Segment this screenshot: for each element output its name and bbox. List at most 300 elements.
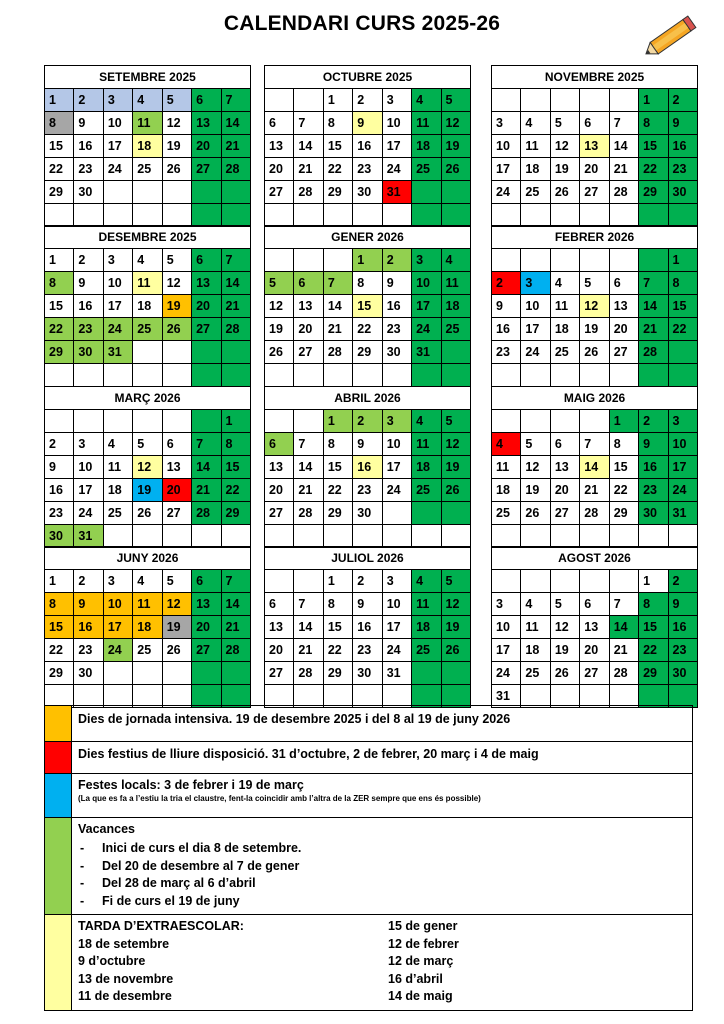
day-cell: [492, 525, 521, 548]
day-cell: 6: [265, 593, 294, 616]
day-cell: [550, 525, 579, 548]
day-cell: [412, 181, 441, 204]
list-item: - Del 20 de desembre al 7 de gener: [78, 858, 686, 876]
day-cell: 3: [382, 570, 411, 593]
day-cell: 22: [639, 639, 668, 662]
day-cell: 19: [441, 456, 470, 479]
day-cell: 12: [162, 272, 191, 295]
month-title: SETEMBRE 2025: [45, 66, 251, 89]
day-cell: [550, 204, 579, 227]
day-cell: 7: [580, 433, 609, 456]
day-cell: 4: [441, 249, 470, 272]
day-cell: 8: [639, 112, 668, 135]
week-row: [265, 249, 471, 272]
day-cell: 31: [382, 181, 411, 204]
day-cell: [265, 410, 294, 433]
legend-vacances: [72, 818, 693, 915]
day-cell: 20: [162, 479, 191, 502]
day-cell: 23: [353, 479, 382, 502]
day-cell: 18: [441, 295, 470, 318]
day-cell: 26: [162, 318, 191, 341]
day-cell: 29: [323, 662, 352, 685]
day-cell: 27: [580, 662, 609, 685]
day-cell: [580, 249, 609, 272]
day-cell: 26: [162, 158, 191, 181]
day-cell: [74, 410, 103, 433]
week-row: [45, 364, 251, 387]
day-cell: 22: [668, 318, 697, 341]
day-cell: 16: [668, 135, 697, 158]
day-cell: 16: [639, 456, 668, 479]
list-item: 14 de maig: [388, 989, 453, 1004]
week-row: [45, 341, 251, 364]
day-cell: 31: [412, 341, 441, 364]
day-cell: 19: [162, 135, 191, 158]
day-cell: 3: [521, 272, 550, 295]
list-item: 18 de setembre: [78, 936, 170, 951]
day-cell: 6: [294, 272, 323, 295]
day-cell: 1: [221, 410, 250, 433]
day-cell: 10: [492, 135, 521, 158]
day-cell: 19: [550, 158, 579, 181]
day-cell: 14: [221, 593, 250, 616]
day-cell: 29: [45, 181, 74, 204]
legend-tarda: [72, 915, 693, 1011]
day-cell: 12: [162, 112, 191, 135]
day-cell: 15: [323, 456, 352, 479]
day-cell: 21: [221, 295, 250, 318]
day-cell: 30: [668, 662, 697, 685]
month-title: JUNY 2026: [45, 547, 251, 570]
day-cell: 21: [294, 479, 323, 502]
day-cell: 18: [412, 616, 441, 639]
day-cell: [550, 249, 579, 272]
day-cell: 4: [103, 433, 132, 456]
day-cell: 19: [162, 616, 191, 639]
day-cell: 7: [609, 112, 638, 135]
week-row: [492, 341, 698, 364]
day-cell: 27: [265, 662, 294, 685]
day-cell: [192, 525, 221, 548]
day-cell: 1: [639, 89, 668, 112]
day-cell: 4: [133, 89, 162, 112]
week-row: [45, 410, 251, 433]
day-cell: [103, 181, 132, 204]
day-cell: [382, 204, 411, 227]
day-cell: 6: [192, 89, 221, 112]
day-cell: [639, 364, 668, 387]
week-row: [265, 204, 471, 227]
day-cell: 20: [294, 318, 323, 341]
month-calendar: [491, 386, 698, 548]
legend-text-lliure: Dies festius de lliure disposició. 31 d’octubre, 2 de febrer, 20 març i 4 de maig: [72, 742, 693, 774]
day-cell: [162, 525, 191, 548]
day-cell: 23: [45, 502, 74, 525]
week-row: [265, 272, 471, 295]
day-cell: [221, 525, 250, 548]
day-cell: [45, 204, 74, 227]
day-cell: 25: [133, 158, 162, 181]
day-cell: 5: [162, 249, 191, 272]
day-cell: [103, 204, 132, 227]
day-cell: 14: [294, 456, 323, 479]
week-row: [492, 593, 698, 616]
day-cell: [221, 181, 250, 204]
day-cell: [580, 204, 609, 227]
legend-swatch-vacances: [45, 818, 72, 915]
day-cell: 14: [609, 135, 638, 158]
day-cell: 10: [382, 433, 411, 456]
day-cell: 30: [639, 502, 668, 525]
day-cell: 23: [74, 639, 103, 662]
month-title: OCTUBRE 2025: [265, 66, 471, 89]
day-cell: [103, 364, 132, 387]
day-cell: 26: [550, 181, 579, 204]
day-cell: 14: [323, 295, 352, 318]
day-cell: 22: [609, 479, 638, 502]
month-title: GENER 2026: [265, 226, 471, 249]
week-row: [45, 89, 251, 112]
week-row: [492, 525, 698, 548]
day-cell: 25: [412, 639, 441, 662]
day-cell: 5: [441, 410, 470, 433]
day-cell: 22: [45, 318, 74, 341]
day-cell: 20: [265, 639, 294, 662]
day-cell: 14: [221, 272, 250, 295]
day-cell: [265, 570, 294, 593]
month-calendar: [44, 225, 251, 387]
day-cell: [294, 364, 323, 387]
day-cell: 13: [580, 135, 609, 158]
day-cell: 9: [353, 593, 382, 616]
day-cell: 4: [492, 433, 521, 456]
day-cell: 27: [162, 502, 191, 525]
day-cell: 27: [265, 502, 294, 525]
day-cell: [192, 410, 221, 433]
day-cell: 27: [550, 502, 579, 525]
day-cell: 9: [74, 112, 103, 135]
day-cell: 11: [521, 616, 550, 639]
day-cell: 12: [550, 616, 579, 639]
day-cell: 17: [668, 456, 697, 479]
day-cell: 8: [45, 593, 74, 616]
day-cell: [609, 364, 638, 387]
week-row: [45, 158, 251, 181]
day-cell: 25: [412, 479, 441, 502]
week-row: [45, 181, 251, 204]
day-cell: 9: [74, 593, 103, 616]
day-cell: 7: [294, 112, 323, 135]
day-cell: 7: [609, 593, 638, 616]
day-cell: 22: [323, 158, 352, 181]
day-cell: [192, 662, 221, 685]
day-cell: 25: [133, 639, 162, 662]
day-cell: [441, 662, 470, 685]
day-cell: 6: [192, 570, 221, 593]
day-cell: 17: [412, 295, 441, 318]
day-cell: [162, 410, 191, 433]
day-cell: 21: [221, 616, 250, 639]
day-cell: [294, 525, 323, 548]
day-cell: 5: [441, 89, 470, 112]
week-row: [492, 89, 698, 112]
tarda-right-column: [388, 918, 459, 1006]
day-cell: 22: [323, 639, 352, 662]
day-cell: [192, 364, 221, 387]
day-cell: [580, 570, 609, 593]
legend-text-intensiva: Dies de jornada intensiva. 19 de desembre 2025 i del 8 al 19 de juny 2026: [72, 706, 693, 742]
day-cell: 12: [162, 593, 191, 616]
day-cell: 10: [103, 272, 132, 295]
day-cell: 7: [221, 570, 250, 593]
day-cell: 22: [45, 639, 74, 662]
day-cell: [521, 570, 550, 593]
day-cell: [162, 204, 191, 227]
day-cell: 16: [492, 318, 521, 341]
day-cell: 14: [294, 135, 323, 158]
day-cell: 15: [353, 295, 382, 318]
list-item: - Fi de curs el 19 de juny: [78, 893, 686, 911]
day-cell: 11: [133, 112, 162, 135]
day-cell: [294, 204, 323, 227]
day-cell: 12: [550, 135, 579, 158]
day-cell: 4: [550, 272, 579, 295]
week-row: [492, 318, 698, 341]
day-cell: 17: [74, 479, 103, 502]
day-cell: 11: [133, 272, 162, 295]
day-cell: 20: [580, 639, 609, 662]
day-cell: 18: [412, 456, 441, 479]
day-cell: 11: [550, 295, 579, 318]
week-row: [265, 158, 471, 181]
day-cell: 27: [580, 181, 609, 204]
day-cell: 3: [382, 410, 411, 433]
day-cell: 1: [323, 410, 352, 433]
day-cell: 22: [639, 158, 668, 181]
day-cell: 28: [294, 181, 323, 204]
day-cell: [580, 410, 609, 433]
day-cell: 14: [192, 456, 221, 479]
list-item: 15 de gener: [388, 919, 458, 933]
day-cell: 6: [192, 249, 221, 272]
vacances-list: [78, 840, 686, 910]
day-cell: 16: [353, 135, 382, 158]
day-cell: 10: [521, 295, 550, 318]
day-cell: 27: [192, 639, 221, 662]
week-row: [265, 639, 471, 662]
day-cell: 12: [580, 295, 609, 318]
day-cell: 31: [103, 341, 132, 364]
week-row: [45, 525, 251, 548]
day-cell: [45, 410, 74, 433]
day-cell: [521, 89, 550, 112]
day-cell: 1: [45, 89, 74, 112]
day-cell: 20: [192, 616, 221, 639]
week-row: [45, 135, 251, 158]
day-cell: 19: [441, 135, 470, 158]
week-row: [265, 570, 471, 593]
list-item: 13 de novembre: [78, 971, 174, 986]
week-row: [265, 295, 471, 318]
day-cell: 2: [668, 89, 697, 112]
week-row: [492, 181, 698, 204]
day-cell: 17: [382, 616, 411, 639]
day-cell: 28: [192, 502, 221, 525]
day-cell: [441, 204, 470, 227]
day-cell: 19: [521, 479, 550, 502]
day-cell: [103, 410, 132, 433]
day-cell: 23: [382, 318, 411, 341]
day-cell: 24: [521, 341, 550, 364]
day-cell: 3: [103, 249, 132, 272]
day-cell: 2: [45, 433, 74, 456]
day-cell: 28: [323, 341, 352, 364]
day-cell: 18: [550, 318, 579, 341]
week-row: [492, 570, 698, 593]
day-cell: 24: [382, 479, 411, 502]
month-calendar: [264, 65, 471, 227]
day-cell: 14: [609, 616, 638, 639]
day-cell: 26: [133, 502, 162, 525]
day-cell: [265, 89, 294, 112]
day-cell: 10: [492, 616, 521, 639]
legend-vacances-title: Vacances: [78, 822, 135, 836]
week-row: [265, 112, 471, 135]
day-cell: 15: [639, 616, 668, 639]
day-cell: 4: [412, 410, 441, 433]
day-cell: 2: [353, 89, 382, 112]
day-cell: [133, 204, 162, 227]
legend-festes-note: (La que es fa a l’estiu la tria el claustre, fent-la coincidir amb l’altra de la ZER sempre que ens és possible): [78, 794, 481, 803]
day-cell: 21: [323, 318, 352, 341]
day-cell: 29: [323, 181, 352, 204]
day-cell: 5: [550, 593, 579, 616]
day-cell: 2: [74, 89, 103, 112]
day-cell: 8: [323, 433, 352, 456]
day-cell: 10: [382, 593, 411, 616]
day-cell: 17: [382, 135, 411, 158]
day-cell: 26: [162, 639, 191, 662]
week-row: [492, 502, 698, 525]
day-cell: [609, 570, 638, 593]
day-cell: 2: [639, 410, 668, 433]
day-cell: 6: [580, 112, 609, 135]
day-cell: 15: [323, 135, 352, 158]
week-row: [45, 433, 251, 456]
legend-swatch-intensiva: [45, 706, 72, 742]
day-cell: 20: [609, 318, 638, 341]
day-cell: 7: [323, 272, 352, 295]
day-cell: 2: [492, 272, 521, 295]
day-cell: [133, 410, 162, 433]
day-cell: 9: [492, 295, 521, 318]
day-cell: 12: [441, 433, 470, 456]
day-cell: 20: [265, 479, 294, 502]
week-row: [45, 112, 251, 135]
day-cell: 19: [441, 616, 470, 639]
day-cell: 17: [382, 456, 411, 479]
week-row: [492, 135, 698, 158]
day-cell: 12: [521, 456, 550, 479]
week-row: [265, 341, 471, 364]
month-calendar: [264, 546, 471, 708]
day-cell: 8: [668, 272, 697, 295]
month-title: AGOST 2026: [492, 547, 698, 570]
tarda-left-column: [78, 918, 388, 1006]
day-cell: 26: [265, 341, 294, 364]
day-cell: [441, 502, 470, 525]
day-cell: [521, 525, 550, 548]
week-row: [45, 593, 251, 616]
day-cell: 30: [74, 662, 103, 685]
week-row: [45, 502, 251, 525]
day-cell: 6: [580, 593, 609, 616]
day-cell: 28: [221, 158, 250, 181]
week-row: [265, 318, 471, 341]
day-cell: 27: [192, 318, 221, 341]
day-cell: 23: [668, 158, 697, 181]
day-cell: 1: [323, 570, 352, 593]
day-cell: [668, 525, 697, 548]
day-cell: 20: [265, 158, 294, 181]
day-cell: [492, 89, 521, 112]
day-cell: 26: [441, 479, 470, 502]
day-cell: 13: [162, 456, 191, 479]
day-cell: 4: [412, 89, 441, 112]
day-cell: 1: [45, 249, 74, 272]
day-cell: [492, 249, 521, 272]
day-cell: [412, 525, 441, 548]
day-cell: [412, 502, 441, 525]
day-cell: 9: [668, 112, 697, 135]
day-cell: 21: [580, 479, 609, 502]
day-cell: 8: [323, 112, 352, 135]
day-cell: [74, 204, 103, 227]
week-row: [265, 456, 471, 479]
day-cell: 30: [45, 525, 74, 548]
day-cell: 23: [492, 341, 521, 364]
day-cell: 16: [45, 479, 74, 502]
day-cell: 21: [221, 135, 250, 158]
list-item: 9 d’octubre: [78, 954, 146, 969]
week-row: [45, 456, 251, 479]
week-row: [45, 616, 251, 639]
week-row: [265, 662, 471, 685]
day-cell: [441, 341, 470, 364]
day-cell: 15: [45, 295, 74, 318]
day-cell: 22: [45, 158, 74, 181]
day-cell: 13: [550, 456, 579, 479]
day-cell: 29: [323, 502, 352, 525]
month-calendar: [491, 65, 698, 227]
day-cell: [45, 364, 74, 387]
day-cell: [294, 570, 323, 593]
day-cell: 17: [492, 158, 521, 181]
day-cell: 16: [74, 135, 103, 158]
day-cell: 21: [609, 639, 638, 662]
day-cell: 28: [294, 662, 323, 685]
day-cell: [609, 89, 638, 112]
day-cell: 20: [550, 479, 579, 502]
day-cell: 21: [639, 318, 668, 341]
week-row: [45, 479, 251, 502]
day-cell: 3: [668, 410, 697, 433]
day-cell: 18: [133, 616, 162, 639]
week-row: [45, 295, 251, 318]
week-row: [265, 181, 471, 204]
day-cell: [412, 204, 441, 227]
day-cell: 30: [668, 181, 697, 204]
